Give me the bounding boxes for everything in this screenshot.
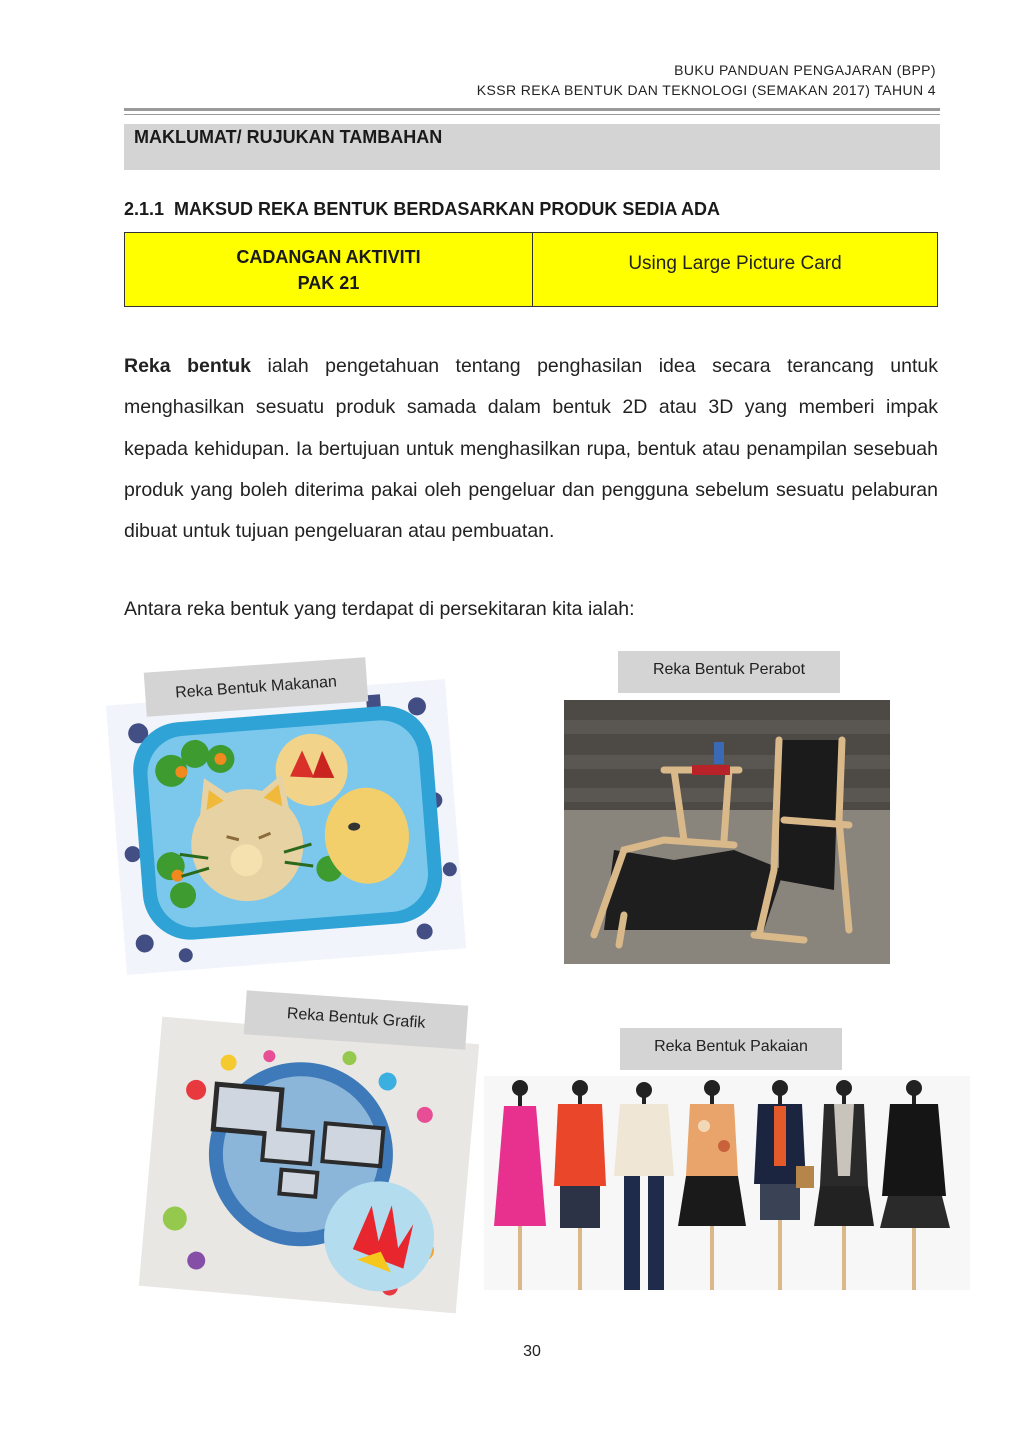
activity-value: Using Large Picture Card [628,253,842,274]
graphic-collage-illustration [139,1017,479,1314]
subheading: 2.1.1 MAKSUD REKA BENTUK BERDASARKAN PRODUK SEDIA ADA [124,199,721,219]
activity-label-line1: CADANGAN AKTIVITI [236,246,421,267]
header-title-line2: KSSR REKA BENTUK DAN TEKNOLOGI (SEMAKAN 2017) TAHUN 4 [476,82,936,98]
intro-text: Antara reka bentuk yang terdapat di persekitaran kita ialah: [124,598,635,620]
clothing-photo [484,1076,970,1290]
paragraph-bold-term: Reka bentuk [124,355,252,377]
graphic-photo [139,1017,479,1314]
food-photo [106,679,466,975]
furniture-photo [564,700,890,964]
label-perabot-text: Reka Bentuk Perabot [652,661,806,678]
section-title-bar [124,124,940,170]
food-bento-illustration [106,679,466,975]
header-divider [124,108,940,111]
header-title-line1: BUKU PANDUAN PENGAJARAN (BPP) [674,62,936,78]
label-pakaian-text: Reka Bentuk Pakaian [654,1038,808,1055]
activity-label-line2: PAK 21 [297,272,360,293]
body-paragraph [124,346,938,552]
label-reka-bentuk-perabot [618,651,840,693]
page-number: 30 [523,1343,541,1360]
label-makanan-text: Reka Bentuk Makanan [174,673,338,702]
label-reka-bentuk-pakaian [620,1028,842,1070]
activity-value-cell [533,233,937,306]
paragraph-text: ialah pengetahuan tentang penghasilan idea secara terancang untuk menghasilkan sesuatu produk samada dalam bentuk 2D atau 3D yang memberi impak kepada kehidupan. Ia bertujuan untuk menghasilkan rupa, bentuk atau penampilan sesebuah produk yang boleh diterima pakai oleh pengeluar dan pengguna sebelum sesuatu pelaburan dibuat untuk tujuan pengeluaran atau pembuatan. [124,355,938,543]
header-divider-thin [124,114,940,115]
activity-table [124,232,938,307]
label-grafik-text: Reka Bentuk Grafik [286,1005,426,1032]
clothing-mannequins-illustration [484,1076,970,1290]
furniture-chair-illustration [564,700,890,964]
activity-label-cell [125,233,533,306]
section-title: MAKLUMAT/ RUJUKAN TAMBAHAN [134,127,443,147]
